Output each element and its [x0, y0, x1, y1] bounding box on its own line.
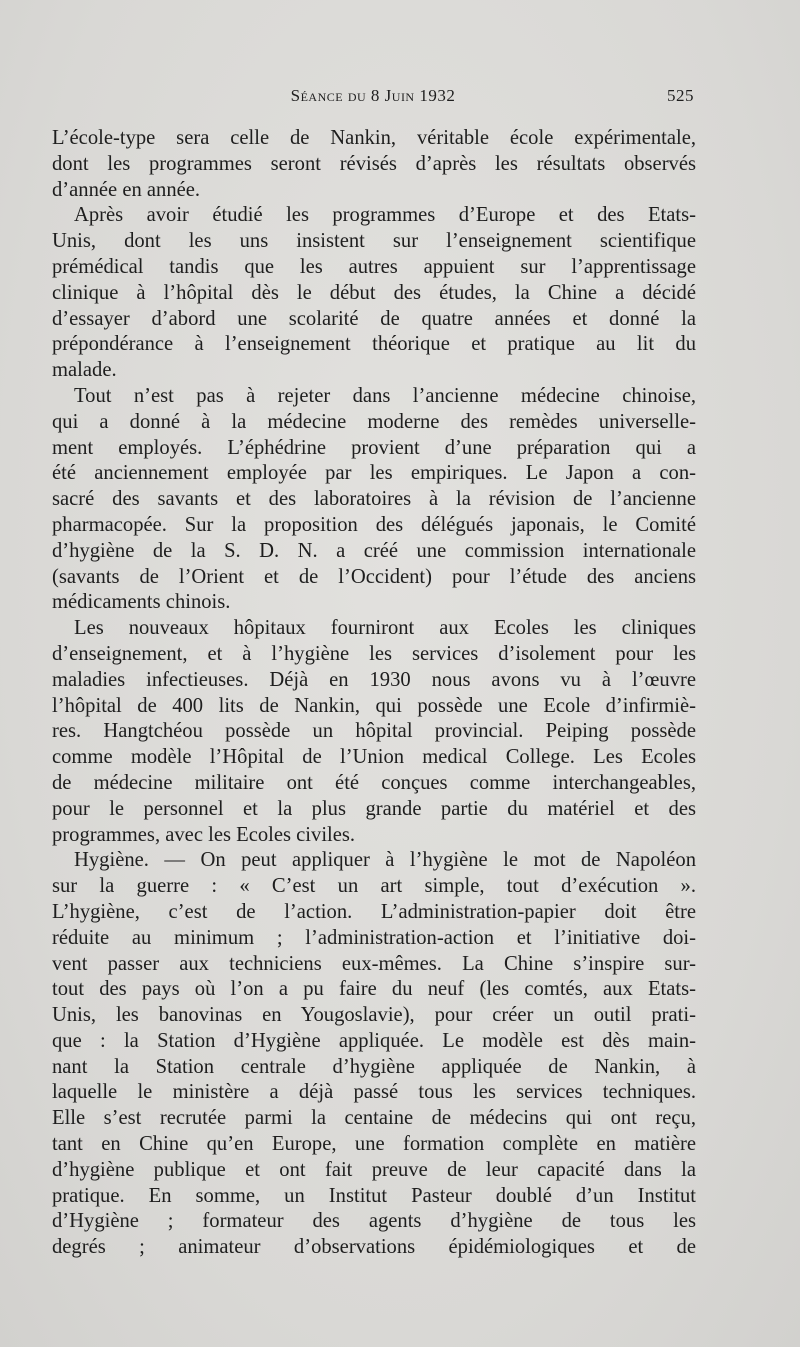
text-line: comme modèle l’Hôpital de l’Union medical College. Les Ecoles [52, 746, 696, 769]
text-line: Unis, les banovinas en Yougoslavie), pour créer un outil prati- [52, 1004, 696, 1027]
text-line: d’Hygiène ; formateur des agents d’hygiène de tous les [52, 1210, 696, 1233]
body-text [52, 126, 696, 1261]
running-title: Séance du 8 Juin 1932 [290, 86, 456, 105]
text-line: maladies infectieuses. Déjà en 1930 nous avons vu à l’œuvre [52, 668, 696, 691]
text-line: qui a donné à la médecine moderne des remèdes universelle- [52, 410, 696, 433]
text-line: Tout n’est pas à rejeter dans l’ancienne médecine chinoise, [74, 384, 696, 407]
text-line: prépondérance à l’enseignement théorique et pratique au lit du [52, 333, 696, 356]
text-line: Après avoir étudié les programmes d’Europe et des Etats- [74, 204, 696, 227]
text-line: tout des pays où l’on a pu faire du neuf (les comtés, aux Etats- [52, 978, 696, 1001]
text-line: pharmacopée. Sur la proposition des délégués japonais, le Comité [52, 513, 696, 536]
text-line: réduite au minimum ; l’administration-action et l’initiative doi- [52, 926, 696, 949]
text-line: l’hôpital de 400 lits de Nankin, qui possède une Ecole d’infirmiè- [52, 694, 696, 717]
text-line: que : la Station d’Hygiène appliquée. Le modèle est dès main- [52, 1029, 696, 1052]
text-line: vent passer aux techniciens eux-mêmes. La Chine s’inspire sur- [52, 952, 696, 975]
text-line: res. Hangtchéou possède un hôpital provincial. Peiping possède [52, 720, 696, 743]
text-line: ment employés. L’éphédrine provient d’une préparation qui a [52, 436, 696, 459]
text-line: programmes, avec les Ecoles civiles. [52, 823, 356, 846]
text-line: malade. [52, 359, 117, 382]
page-number: 525 [667, 86, 694, 105]
text-line: d’hygiène de la S. D. N. a créé une commission internationale [52, 539, 696, 562]
text-line: d’année en année. [52, 178, 201, 201]
text-line: degrés ; animateur d’observations épidémiologiques et de [52, 1236, 696, 1259]
running-header [52, 86, 694, 112]
text-line: laquelle le ministère a déjà passé tous les services techniques. [52, 1081, 696, 1104]
text-line: tant en Chine qu’en Europe, une formation complète en matière [52, 1133, 696, 1156]
text-line: L’école-type sera celle de Nankin, véritable école expérimentale, [52, 127, 696, 149]
text-line: clinique à l’hôpital dès le début des études, la Chine a décidé [52, 281, 696, 304]
text-line: d’essayer d’abord une scolarité de quatre années et donné la [52, 307, 696, 330]
text-line: Unis, dont les uns insistent sur l’enseignement scientifique [52, 230, 696, 253]
text-line: d’enseignement, et à l’hygiène les services d’isolement pour les [52, 642, 696, 665]
text-line: Hygiène. — On peut appliquer à l’hygiène le mot de Napoléon [74, 849, 696, 872]
text-line: prémédical tandis que les autres appuient sur l’apprentissage [52, 255, 696, 278]
text-line: pratique. En somme, un Institut Pasteur doublé d’un Institut [52, 1184, 696, 1207]
text-line: médicaments chinois. [52, 591, 231, 614]
text-line: Elle s’est recrutée parmi la centaine de médecins qui ont reçu, [52, 1107, 696, 1130]
text-line: nant la Station centrale d’hygiène appliquée de Nankin, à [52, 1055, 696, 1078]
text-line: L’hygiène, c’est de l’action. L’administration-papier doit être [52, 900, 696, 923]
text-line: sur la guerre : « C’est un art simple, tout d’exécution ». [52, 875, 696, 898]
text-line: sacré des savants et des laboratoires à la révision de l’ancienne [52, 488, 696, 511]
text-line: d’hygiène publique et ont fait preuve de leur capacité dans la [52, 1158, 696, 1181]
text-line: pour le personnel et la plus grande partie du matériel et des [52, 797, 696, 820]
text-line: (savants de l’Orient et de l’Occident) pour l’étude des anciens [52, 565, 696, 588]
text-line: Les nouveaux hôpitaux fourniront aux Ecoles les cliniques [74, 617, 696, 640]
text-line: dont les programmes seront révisés d’après les résultats observés [52, 152, 696, 175]
text-line: de médecine militaire ont été conçues comme interchangeables, [52, 771, 696, 794]
text-line: été anciennement employée par les empiriques. Le Japon a con- [52, 462, 696, 485]
